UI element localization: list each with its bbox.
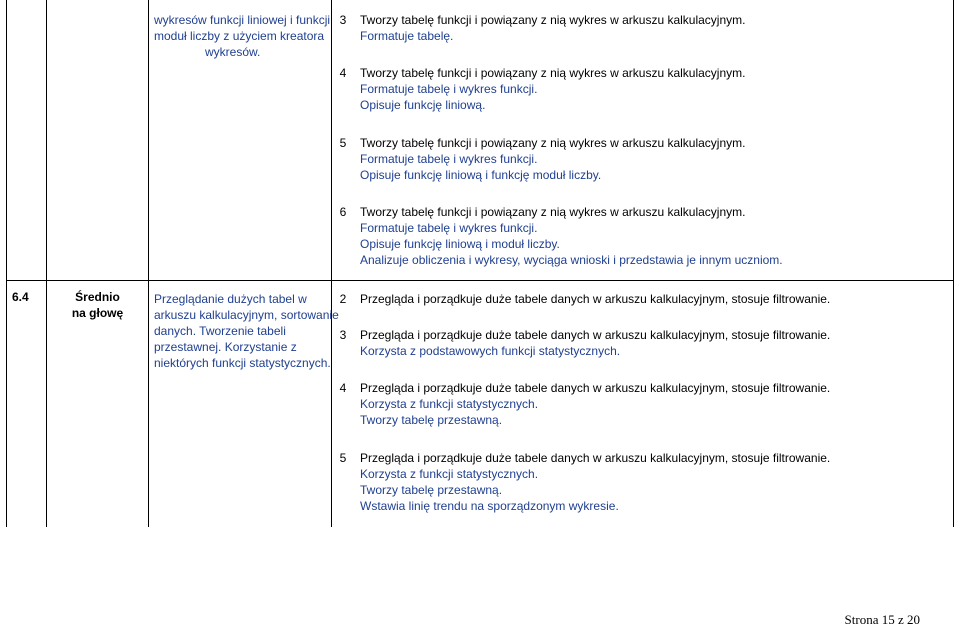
requirement-line: Wstawia linię trendu na sporządzonym wykresie. — [360, 499, 619, 513]
grade-number: 6 — [339, 205, 347, 219]
requirement-line: Tworzy tabelę funkcji i powiązany z nią wykres w arkuszu kalkulacyjnym. — [360, 205, 746, 219]
topic-line: wykresów funkcji liniowej i funkcji — [154, 13, 331, 27]
row-number: 6.4 — [12, 290, 29, 304]
requirement-line: Tworzy tabelę przestawną. — [360, 483, 503, 497]
topic-line: arkuszu kalkulacyjnym, sortowanie — [154, 308, 339, 322]
grade-number: 3 — [339, 13, 347, 27]
row-divider — [6, 280, 954, 281]
difficulty-label-line: Średnio — [75, 290, 120, 304]
grade-number: 5 — [339, 136, 347, 150]
requirement-line: Formatuje tabelę i wykres funkcji. — [360, 82, 538, 96]
requirement-line: Przegląda i porządkuje duże tabele danych w arkuszu kalkulacyjnym, stosuje filtrowanie. — [360, 451, 831, 465]
requirement-line: Przegląda i porządkuje duże tabele danych w arkuszu kalkulacyjnym, stosuje filtrowanie. — [360, 292, 831, 306]
requirement-line: Korzysta z funkcji statystycznych. — [360, 397, 539, 411]
topic-line: wykresów. — [205, 45, 261, 59]
column-divider-1 — [46, 0, 47, 527]
requirement-line: Tworzy tabelę funkcji i powiązany z nią wykres w arkuszu kalkulacyjnym. — [360, 13, 746, 27]
requirement-line: Opisuje funkcję liniową. — [360, 98, 486, 112]
column-divider-2 — [148, 0, 149, 527]
requirement-line: Analizuje obliczenia i wykresy, wyciąga wnioski i przedstawia je innym uczniom. — [360, 253, 783, 267]
table-border-right — [953, 0, 954, 527]
topic-line: danych. Tworzenie tabeli — [154, 324, 286, 338]
topic-line: niektórych funkcji statystycznych. — [154, 356, 331, 370]
requirement-line: Tworzy tabelę przestawną. — [360, 413, 503, 427]
requirement-line: Tworzy tabelę funkcji i powiązany z nią wykres w arkuszu kalkulacyjnym. — [360, 136, 746, 150]
grade-number: 2 — [339, 292, 347, 306]
requirement-line: Formatuje tabelę. — [360, 29, 454, 43]
requirement-line: Formatuje tabelę i wykres funkcji. — [360, 152, 538, 166]
topic-line: moduł liczby z użyciem kreatora — [154, 29, 325, 43]
requirement-line: Tworzy tabelę funkcji i powiązany z nią wykres w arkuszu kalkulacyjnym. — [360, 66, 746, 80]
difficulty-label-line: na głowę — [71, 306, 124, 320]
requirement-line: Opisuje funkcję liniową i moduł liczby. — [360, 237, 560, 251]
requirement-line: Korzysta z podstawowych funkcji statystycznych. — [360, 344, 621, 358]
requirement-line: Korzysta z funkcji statystycznych. — [360, 467, 539, 481]
grade-number: 5 — [339, 451, 347, 465]
column-divider-3 — [331, 0, 332, 527]
requirement-line: Przegląda i porządkuje duże tabele danych w arkuszu kalkulacyjnym, stosuje filtrowanie. — [360, 328, 831, 342]
grade-number: 4 — [339, 381, 347, 395]
requirement-line: Przegląda i porządkuje duże tabele danych w arkuszu kalkulacyjnym, stosuje filtrowanie. — [360, 381, 831, 395]
grade-number: 4 — [339, 66, 347, 80]
page-number: Strona 15 z 20 — [844, 612, 920, 627]
topic-line: przestawnej. Korzystanie z — [154, 340, 297, 354]
grade-number: 3 — [339, 328, 347, 342]
table-border-left — [6, 0, 7, 527]
topic-line: Przeglądanie dużych tabel w — [154, 292, 307, 306]
requirement-line: Formatuje tabelę i wykres funkcji. — [360, 221, 538, 235]
requirement-line: Opisuje funkcję liniową i funkcję moduł liczby. — [360, 168, 602, 182]
